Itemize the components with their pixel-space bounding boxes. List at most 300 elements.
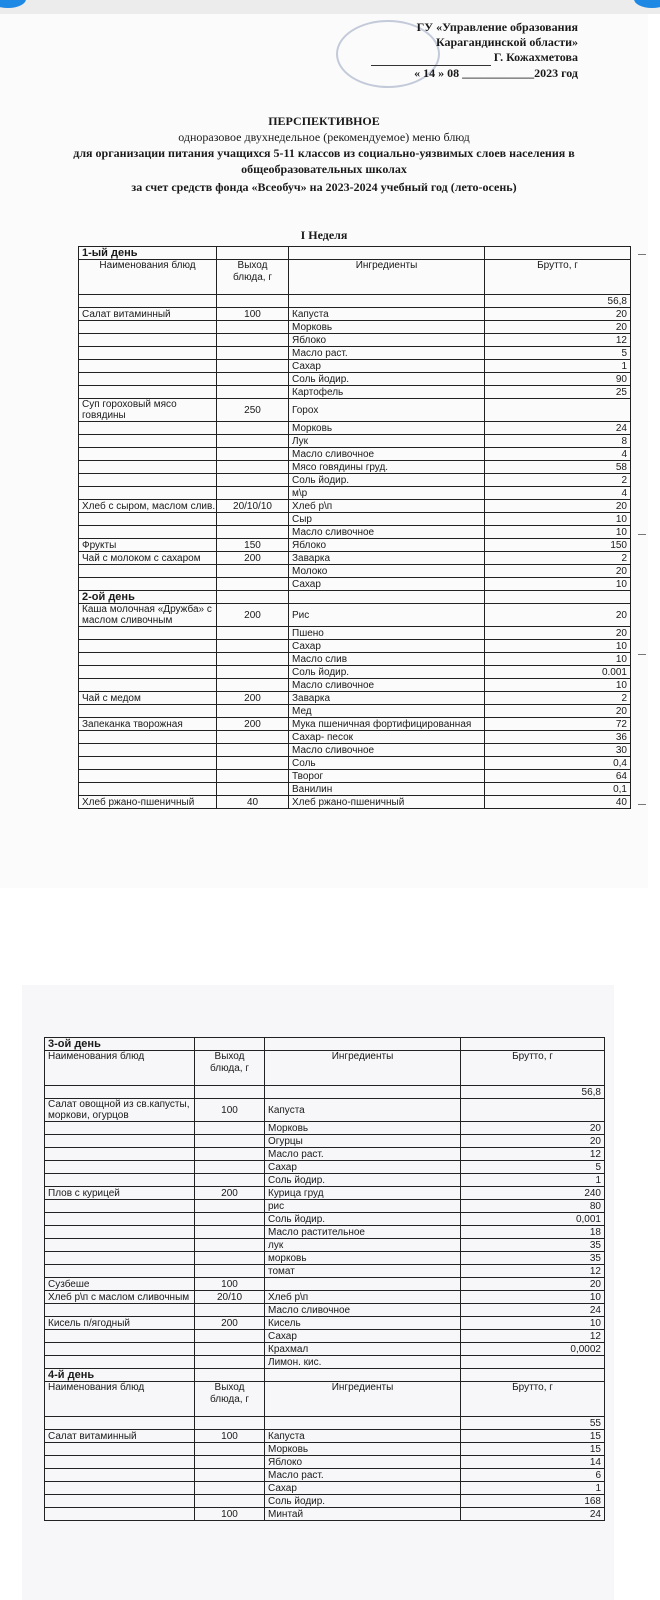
dish-cell bbox=[79, 640, 217, 653]
table-row bbox=[79, 604, 631, 627]
dish-cell bbox=[45, 1456, 195, 1469]
ingredient-cell: Мука пшеничная фортифицированная bbox=[289, 718, 485, 731]
table-row bbox=[79, 422, 631, 435]
gross-cell: 10 bbox=[485, 513, 631, 526]
yield-cell bbox=[195, 1148, 265, 1161]
edge-mark bbox=[638, 534, 646, 535]
ingredient-cell: Хлеб ржано-пшеничный bbox=[289, 796, 485, 809]
yield-cell bbox=[195, 1226, 265, 1239]
app-top-bar bbox=[0, 0, 660, 14]
table-row bbox=[79, 308, 631, 321]
ingredient-cell: рис bbox=[265, 1200, 461, 1213]
table-row bbox=[79, 399, 631, 422]
ingredient-cell: Огурцы bbox=[265, 1135, 461, 1148]
dish-cell bbox=[79, 783, 217, 796]
table-row bbox=[79, 435, 631, 448]
col-ingredients: Ингредиенты bbox=[265, 1382, 461, 1417]
table-row bbox=[45, 1086, 605, 1099]
gross-cell: 15 bbox=[461, 1443, 605, 1456]
table-row bbox=[79, 334, 631, 347]
dish-cell bbox=[45, 1148, 195, 1161]
yield-cell bbox=[195, 1356, 265, 1369]
ingredient-cell: Масло сливочное bbox=[265, 1304, 461, 1317]
menu-table-days-1-2 bbox=[78, 246, 631, 809]
dish-cell bbox=[79, 653, 217, 666]
ingredient-cell: лук bbox=[265, 1239, 461, 1252]
yield-cell bbox=[195, 1239, 265, 1252]
day-label: 2-ой день bbox=[79, 591, 217, 604]
yield-cell bbox=[195, 1330, 265, 1343]
ingredient-cell: Масло сливочное bbox=[289, 448, 485, 461]
ingredient-cell: Масло слив bbox=[289, 653, 485, 666]
dish-cell bbox=[79, 770, 217, 783]
table-row bbox=[79, 500, 631, 513]
gross-cell: 20 bbox=[485, 500, 631, 513]
doc-title: ПЕРСПЕКТИВНОЕ bbox=[268, 114, 380, 128]
day-header-row bbox=[79, 247, 631, 260]
table-row bbox=[45, 1495, 605, 1508]
ingredient-cell: Сахар bbox=[289, 360, 485, 373]
ingredient-cell: Сахар bbox=[265, 1330, 461, 1343]
menu-table-days-3-4 bbox=[44, 1037, 605, 1521]
ingredient-cell: Горох bbox=[289, 399, 485, 422]
ingredient-cell: м\р bbox=[289, 487, 485, 500]
dish-cell bbox=[79, 705, 217, 718]
table-row bbox=[79, 770, 631, 783]
table-row bbox=[79, 360, 631, 373]
gross-cell: 14 bbox=[461, 1456, 605, 1469]
table-row bbox=[79, 487, 631, 500]
gross-cell: 10 bbox=[461, 1291, 605, 1304]
table-row bbox=[45, 1304, 605, 1317]
ingredient-cell: Соль йодир. bbox=[265, 1495, 461, 1508]
dish-cell bbox=[79, 448, 217, 461]
dish-cell bbox=[79, 565, 217, 578]
yield-cell: 200 bbox=[195, 1317, 265, 1330]
ingredient-cell: Морковь bbox=[289, 321, 485, 334]
gross-cell: 2 bbox=[485, 552, 631, 565]
yield-cell bbox=[217, 334, 289, 347]
table-row bbox=[79, 565, 631, 578]
dish-cell bbox=[79, 295, 217, 308]
ingredient-cell: Лимон. кис. bbox=[265, 1356, 461, 1369]
yield-cell bbox=[195, 1174, 265, 1187]
gross-cell: 10 bbox=[485, 640, 631, 653]
yield-cell bbox=[195, 1343, 265, 1356]
ingredient-cell: Творог bbox=[289, 770, 485, 783]
day-header-row bbox=[79, 591, 631, 604]
edge-mark bbox=[638, 254, 646, 255]
ingredient-cell: Сыр bbox=[289, 513, 485, 526]
gross-cell: 20 bbox=[485, 308, 631, 321]
table-row bbox=[45, 1430, 605, 1443]
dish-cell bbox=[45, 1343, 195, 1356]
gross-cell: 12 bbox=[461, 1148, 605, 1161]
dish-cell bbox=[79, 578, 217, 591]
doc-subtitle-2: для организации питания учащихся 5-11 классов из социально-уязвимых слоев населения в bbox=[73, 146, 575, 160]
gross-cell: 0.001 bbox=[485, 666, 631, 679]
yield-cell: 200 bbox=[217, 718, 289, 731]
gross-cell: 1 bbox=[461, 1174, 605, 1187]
ingredient-cell: Заварка bbox=[289, 692, 485, 705]
ingredient-cell: Рис bbox=[289, 604, 485, 627]
table-row bbox=[45, 1356, 605, 1369]
ingredient-cell: Пшено bbox=[289, 627, 485, 640]
signature-icon bbox=[371, 50, 491, 66]
dish-cell: Хлеб р\п с маслом сливочным bbox=[45, 1291, 195, 1304]
table-row bbox=[45, 1291, 605, 1304]
table-row bbox=[45, 1508, 605, 1521]
day-label: 3-ой день bbox=[45, 1038, 195, 1051]
dish-cell bbox=[79, 744, 217, 757]
yield-cell: 200 bbox=[217, 692, 289, 705]
dish-cell bbox=[45, 1239, 195, 1252]
gross-cell: 64 bbox=[485, 770, 631, 783]
gross-cell: 24 bbox=[485, 422, 631, 435]
ingredient-cell: Капуста bbox=[265, 1430, 461, 1443]
ingredient-cell bbox=[265, 1086, 461, 1099]
dish-cell bbox=[45, 1330, 195, 1343]
approval-line-3: Г. Кожахметова bbox=[368, 50, 578, 66]
dish-cell bbox=[79, 513, 217, 526]
ingredient-cell: Мед bbox=[289, 705, 485, 718]
gross-cell: 55 bbox=[461, 1417, 605, 1430]
gross-cell: 1 bbox=[461, 1482, 605, 1495]
gross-cell: 58 bbox=[485, 461, 631, 474]
dish-cell bbox=[45, 1161, 195, 1174]
yield-cell: 20/10/10 bbox=[217, 500, 289, 513]
yield-cell: 200 bbox=[195, 1187, 265, 1200]
yield-cell bbox=[217, 347, 289, 360]
gross-cell: 35 bbox=[461, 1239, 605, 1252]
yield-cell bbox=[217, 526, 289, 539]
table-row bbox=[45, 1343, 605, 1356]
yield-cell bbox=[217, 373, 289, 386]
yield-cell bbox=[217, 474, 289, 487]
dish-cell: Салат витаминный bbox=[45, 1430, 195, 1443]
gross-cell: 20 bbox=[485, 705, 631, 718]
yield-cell bbox=[217, 513, 289, 526]
dish-cell bbox=[45, 1226, 195, 1239]
dish-cell: Хлеб ржано-пшеничный bbox=[79, 796, 217, 809]
ingredient-cell: Масло растительное bbox=[265, 1226, 461, 1239]
col-ingredients: Ингредиенты bbox=[265, 1051, 461, 1086]
yield-cell bbox=[217, 640, 289, 653]
ingredient-cell: Соль йодир. bbox=[265, 1213, 461, 1226]
column-header-row bbox=[45, 1051, 605, 1086]
table-row bbox=[45, 1148, 605, 1161]
gross-cell bbox=[461, 1356, 605, 1369]
yield-cell bbox=[195, 1495, 265, 1508]
gross-cell: 24 bbox=[461, 1508, 605, 1521]
col-yield: Выход блюда, г bbox=[195, 1051, 265, 1086]
dish-cell: Чай с медом bbox=[79, 692, 217, 705]
gross-cell: 80 bbox=[461, 1200, 605, 1213]
col-gross: Брутто, г bbox=[461, 1382, 605, 1417]
yield-cell bbox=[217, 731, 289, 744]
dish-cell: Каша молочная «Дружба» с маслом сливочным bbox=[79, 604, 217, 627]
gross-cell: 20 bbox=[485, 604, 631, 627]
ingredient-cell: Яблоко bbox=[265, 1456, 461, 1469]
dish-cell bbox=[45, 1356, 195, 1369]
dish-cell bbox=[79, 360, 217, 373]
table-row bbox=[45, 1213, 605, 1226]
gross-cell bbox=[485, 399, 631, 422]
yield-cell bbox=[217, 783, 289, 796]
yield-cell: 200 bbox=[217, 552, 289, 565]
ingredient-cell: морковь bbox=[265, 1252, 461, 1265]
col-dish: Наименования блюд bbox=[45, 1051, 195, 1086]
table-row bbox=[45, 1456, 605, 1469]
table-row bbox=[45, 1122, 605, 1135]
gross-cell: 10 bbox=[485, 653, 631, 666]
dish-cell: Салат витаминный bbox=[79, 308, 217, 321]
gross-cell: 36 bbox=[485, 731, 631, 744]
ingredient-cell bbox=[265, 1278, 461, 1291]
dish-cell bbox=[79, 422, 217, 435]
edge-mark bbox=[638, 654, 646, 655]
gross-cell: 0,1 bbox=[485, 783, 631, 796]
dish-cell bbox=[79, 435, 217, 448]
col-ingredients: Ингредиенты bbox=[289, 260, 485, 295]
gross-cell bbox=[461, 1099, 605, 1122]
ingredient-cell: Соль йодир. bbox=[289, 373, 485, 386]
gross-cell: 20 bbox=[461, 1278, 605, 1291]
ingredient-cell bbox=[265, 1417, 461, 1430]
table-row bbox=[79, 705, 631, 718]
dish-cell bbox=[79, 679, 217, 692]
ingredient-cell: Ванилин bbox=[289, 783, 485, 796]
table-row bbox=[79, 347, 631, 360]
gross-cell: 30 bbox=[485, 744, 631, 757]
yield-cell: 150 bbox=[217, 539, 289, 552]
yield-cell bbox=[217, 627, 289, 640]
yield-cell bbox=[217, 565, 289, 578]
ingredient-cell: Соль bbox=[289, 757, 485, 770]
table-row bbox=[79, 653, 631, 666]
yield-cell: 100 bbox=[195, 1430, 265, 1443]
gross-cell: 90 bbox=[485, 373, 631, 386]
col-gross: Брутто, г bbox=[485, 260, 631, 295]
dish-cell bbox=[45, 1417, 195, 1430]
table-row bbox=[45, 1317, 605, 1330]
yield-cell bbox=[195, 1265, 265, 1278]
dish-cell: Фрукты bbox=[79, 539, 217, 552]
approval-line-1: ГУ «Управление образования bbox=[416, 20, 578, 34]
ingredient-cell: Сахар bbox=[289, 578, 485, 591]
dish-cell: Чай с молоком с сахаром bbox=[79, 552, 217, 565]
yield-cell bbox=[217, 679, 289, 692]
gross-cell: 1 bbox=[485, 360, 631, 373]
yield-cell: 100 bbox=[195, 1278, 265, 1291]
table-row bbox=[79, 461, 631, 474]
yield-cell: 200 bbox=[217, 604, 289, 627]
yield-cell bbox=[217, 653, 289, 666]
gross-cell: 168 bbox=[461, 1495, 605, 1508]
gross-cell: 40 bbox=[485, 796, 631, 809]
table-row bbox=[45, 1099, 605, 1122]
table-row bbox=[79, 679, 631, 692]
dish-cell bbox=[79, 731, 217, 744]
yield-cell: 250 bbox=[217, 399, 289, 422]
gross-cell: 10 bbox=[461, 1317, 605, 1330]
dish-cell bbox=[79, 666, 217, 679]
ingredient-cell: Заварка bbox=[289, 552, 485, 565]
dish-cell bbox=[79, 461, 217, 474]
ingredient-cell: Сахар bbox=[265, 1482, 461, 1495]
dish-cell bbox=[45, 1495, 195, 1508]
gross-cell: 0,001 bbox=[461, 1213, 605, 1226]
col-yield: Выход блюда, г bbox=[195, 1382, 265, 1417]
dish-cell bbox=[79, 757, 217, 770]
table-row bbox=[79, 386, 631, 399]
gross-cell: 12 bbox=[461, 1330, 605, 1343]
col-yield: Выход блюда, г bbox=[217, 260, 289, 295]
yield-cell bbox=[195, 1304, 265, 1317]
ingredient-cell: Кисель bbox=[265, 1317, 461, 1330]
blue-indicator-icon bbox=[0, 0, 26, 8]
yield-cell bbox=[217, 757, 289, 770]
dish-cell bbox=[79, 487, 217, 500]
yield-cell: 40 bbox=[217, 796, 289, 809]
table-row bbox=[45, 1200, 605, 1213]
gross-cell: 20 bbox=[461, 1122, 605, 1135]
gross-cell: 10 bbox=[485, 578, 631, 591]
gross-cell: 4 bbox=[485, 487, 631, 500]
yield-cell bbox=[217, 666, 289, 679]
table-row bbox=[45, 1161, 605, 1174]
ingredient-cell: Крахмал bbox=[265, 1343, 461, 1356]
gross-cell: 0,4 bbox=[485, 757, 631, 770]
table-row bbox=[79, 692, 631, 705]
ingredient-cell: Масло раст. bbox=[289, 347, 485, 360]
gross-cell: 8 bbox=[485, 435, 631, 448]
col-gross: Брутто, г bbox=[461, 1051, 605, 1086]
dish-cell bbox=[45, 1086, 195, 1099]
table-row bbox=[45, 1469, 605, 1482]
dish-cell bbox=[79, 334, 217, 347]
dish-cell bbox=[45, 1213, 195, 1226]
gross-cell: 56,8 bbox=[485, 295, 631, 308]
gross-cell: 20 bbox=[485, 627, 631, 640]
ingredient-cell: Соль йодир. bbox=[289, 474, 485, 487]
table-row bbox=[79, 552, 631, 565]
table-row bbox=[79, 731, 631, 744]
ingredient-cell: Масло раст. bbox=[265, 1148, 461, 1161]
table-row bbox=[45, 1278, 605, 1291]
doc-subtitle-3: общеобразовательных школах bbox=[241, 162, 407, 176]
ingredient-cell: Минтай bbox=[265, 1508, 461, 1521]
table-row bbox=[79, 474, 631, 487]
ingredient-cell: Соль йодир. bbox=[265, 1174, 461, 1187]
dish-cell bbox=[45, 1469, 195, 1482]
table-row bbox=[45, 1174, 605, 1187]
gross-cell: 56,8 bbox=[461, 1086, 605, 1099]
ingredient-cell: Лук bbox=[289, 435, 485, 448]
yield-cell bbox=[217, 321, 289, 334]
ingredient-cell: Масло сливочное bbox=[289, 526, 485, 539]
dish-cell: Плов с курицей bbox=[45, 1187, 195, 1200]
dish-cell bbox=[45, 1252, 195, 1265]
dish-cell bbox=[79, 321, 217, 334]
yield-cell: 100 bbox=[195, 1508, 265, 1521]
dish-cell bbox=[79, 627, 217, 640]
gross-cell: 150 bbox=[485, 539, 631, 552]
dish-cell bbox=[79, 526, 217, 539]
gross-cell: 72 bbox=[485, 718, 631, 731]
dish-cell bbox=[45, 1482, 195, 1495]
yield-cell bbox=[217, 435, 289, 448]
table-row bbox=[79, 783, 631, 796]
table-row bbox=[79, 718, 631, 731]
dish-cell bbox=[45, 1174, 195, 1187]
yield-cell: 20/10 bbox=[195, 1291, 265, 1304]
gross-cell: 10 bbox=[485, 526, 631, 539]
document-page-2 bbox=[22, 985, 614, 1600]
ingredient-cell: Масло сливочное bbox=[289, 744, 485, 757]
day-label: 4-й день bbox=[45, 1369, 195, 1382]
ingredient-cell: Сахар bbox=[289, 640, 485, 653]
ingredient-cell: Сахар- песок bbox=[289, 731, 485, 744]
yield-cell bbox=[217, 448, 289, 461]
day-header-row bbox=[45, 1038, 605, 1051]
gross-cell: 35 bbox=[461, 1252, 605, 1265]
dish-cell bbox=[79, 386, 217, 399]
table-row bbox=[79, 578, 631, 591]
yield-cell bbox=[217, 770, 289, 783]
table-row bbox=[45, 1135, 605, 1148]
document-page-1 bbox=[0, 14, 648, 888]
dish-cell bbox=[79, 474, 217, 487]
page-gap bbox=[0, 888, 660, 985]
table-row bbox=[45, 1265, 605, 1278]
yield-cell bbox=[217, 578, 289, 591]
table-row bbox=[79, 666, 631, 679]
doc-subtitle-4: за счет средств фонда «Всеобуч» на 2023-2024 учебный год (лето-осень) bbox=[131, 180, 517, 194]
gross-cell: 18 bbox=[461, 1226, 605, 1239]
yield-cell bbox=[195, 1122, 265, 1135]
ingredient-cell: Хлеб р\п bbox=[289, 500, 485, 513]
gross-cell: 20 bbox=[485, 321, 631, 334]
gross-cell: 24 bbox=[461, 1304, 605, 1317]
ingredient-cell: Морковь bbox=[265, 1122, 461, 1135]
gross-cell: 4 bbox=[485, 448, 631, 461]
yield-cell bbox=[195, 1135, 265, 1148]
yield-cell bbox=[195, 1443, 265, 1456]
column-header-row bbox=[79, 260, 631, 295]
dish-cell bbox=[45, 1122, 195, 1135]
yield-cell bbox=[195, 1213, 265, 1226]
gross-cell: 12 bbox=[485, 334, 631, 347]
table-row bbox=[45, 1443, 605, 1456]
dish-cell: Хлеб с сыром, маслом слив. bbox=[79, 500, 217, 513]
approval-block bbox=[368, 20, 578, 81]
dish-cell bbox=[45, 1265, 195, 1278]
yield-cell bbox=[217, 744, 289, 757]
yield-cell: 100 bbox=[195, 1099, 265, 1122]
ingredient-cell: Морковь bbox=[289, 422, 485, 435]
ingredient-cell: Соль йодир. bbox=[289, 666, 485, 679]
table-row bbox=[79, 526, 631, 539]
ingredient-cell: Хлеб р\п bbox=[265, 1291, 461, 1304]
table-row bbox=[79, 744, 631, 757]
table-row bbox=[79, 796, 631, 809]
yield-cell bbox=[217, 386, 289, 399]
table-row bbox=[45, 1417, 605, 1430]
ingredient-cell: Капуста bbox=[289, 308, 485, 321]
table-row bbox=[79, 757, 631, 770]
dish-cell bbox=[45, 1200, 195, 1213]
